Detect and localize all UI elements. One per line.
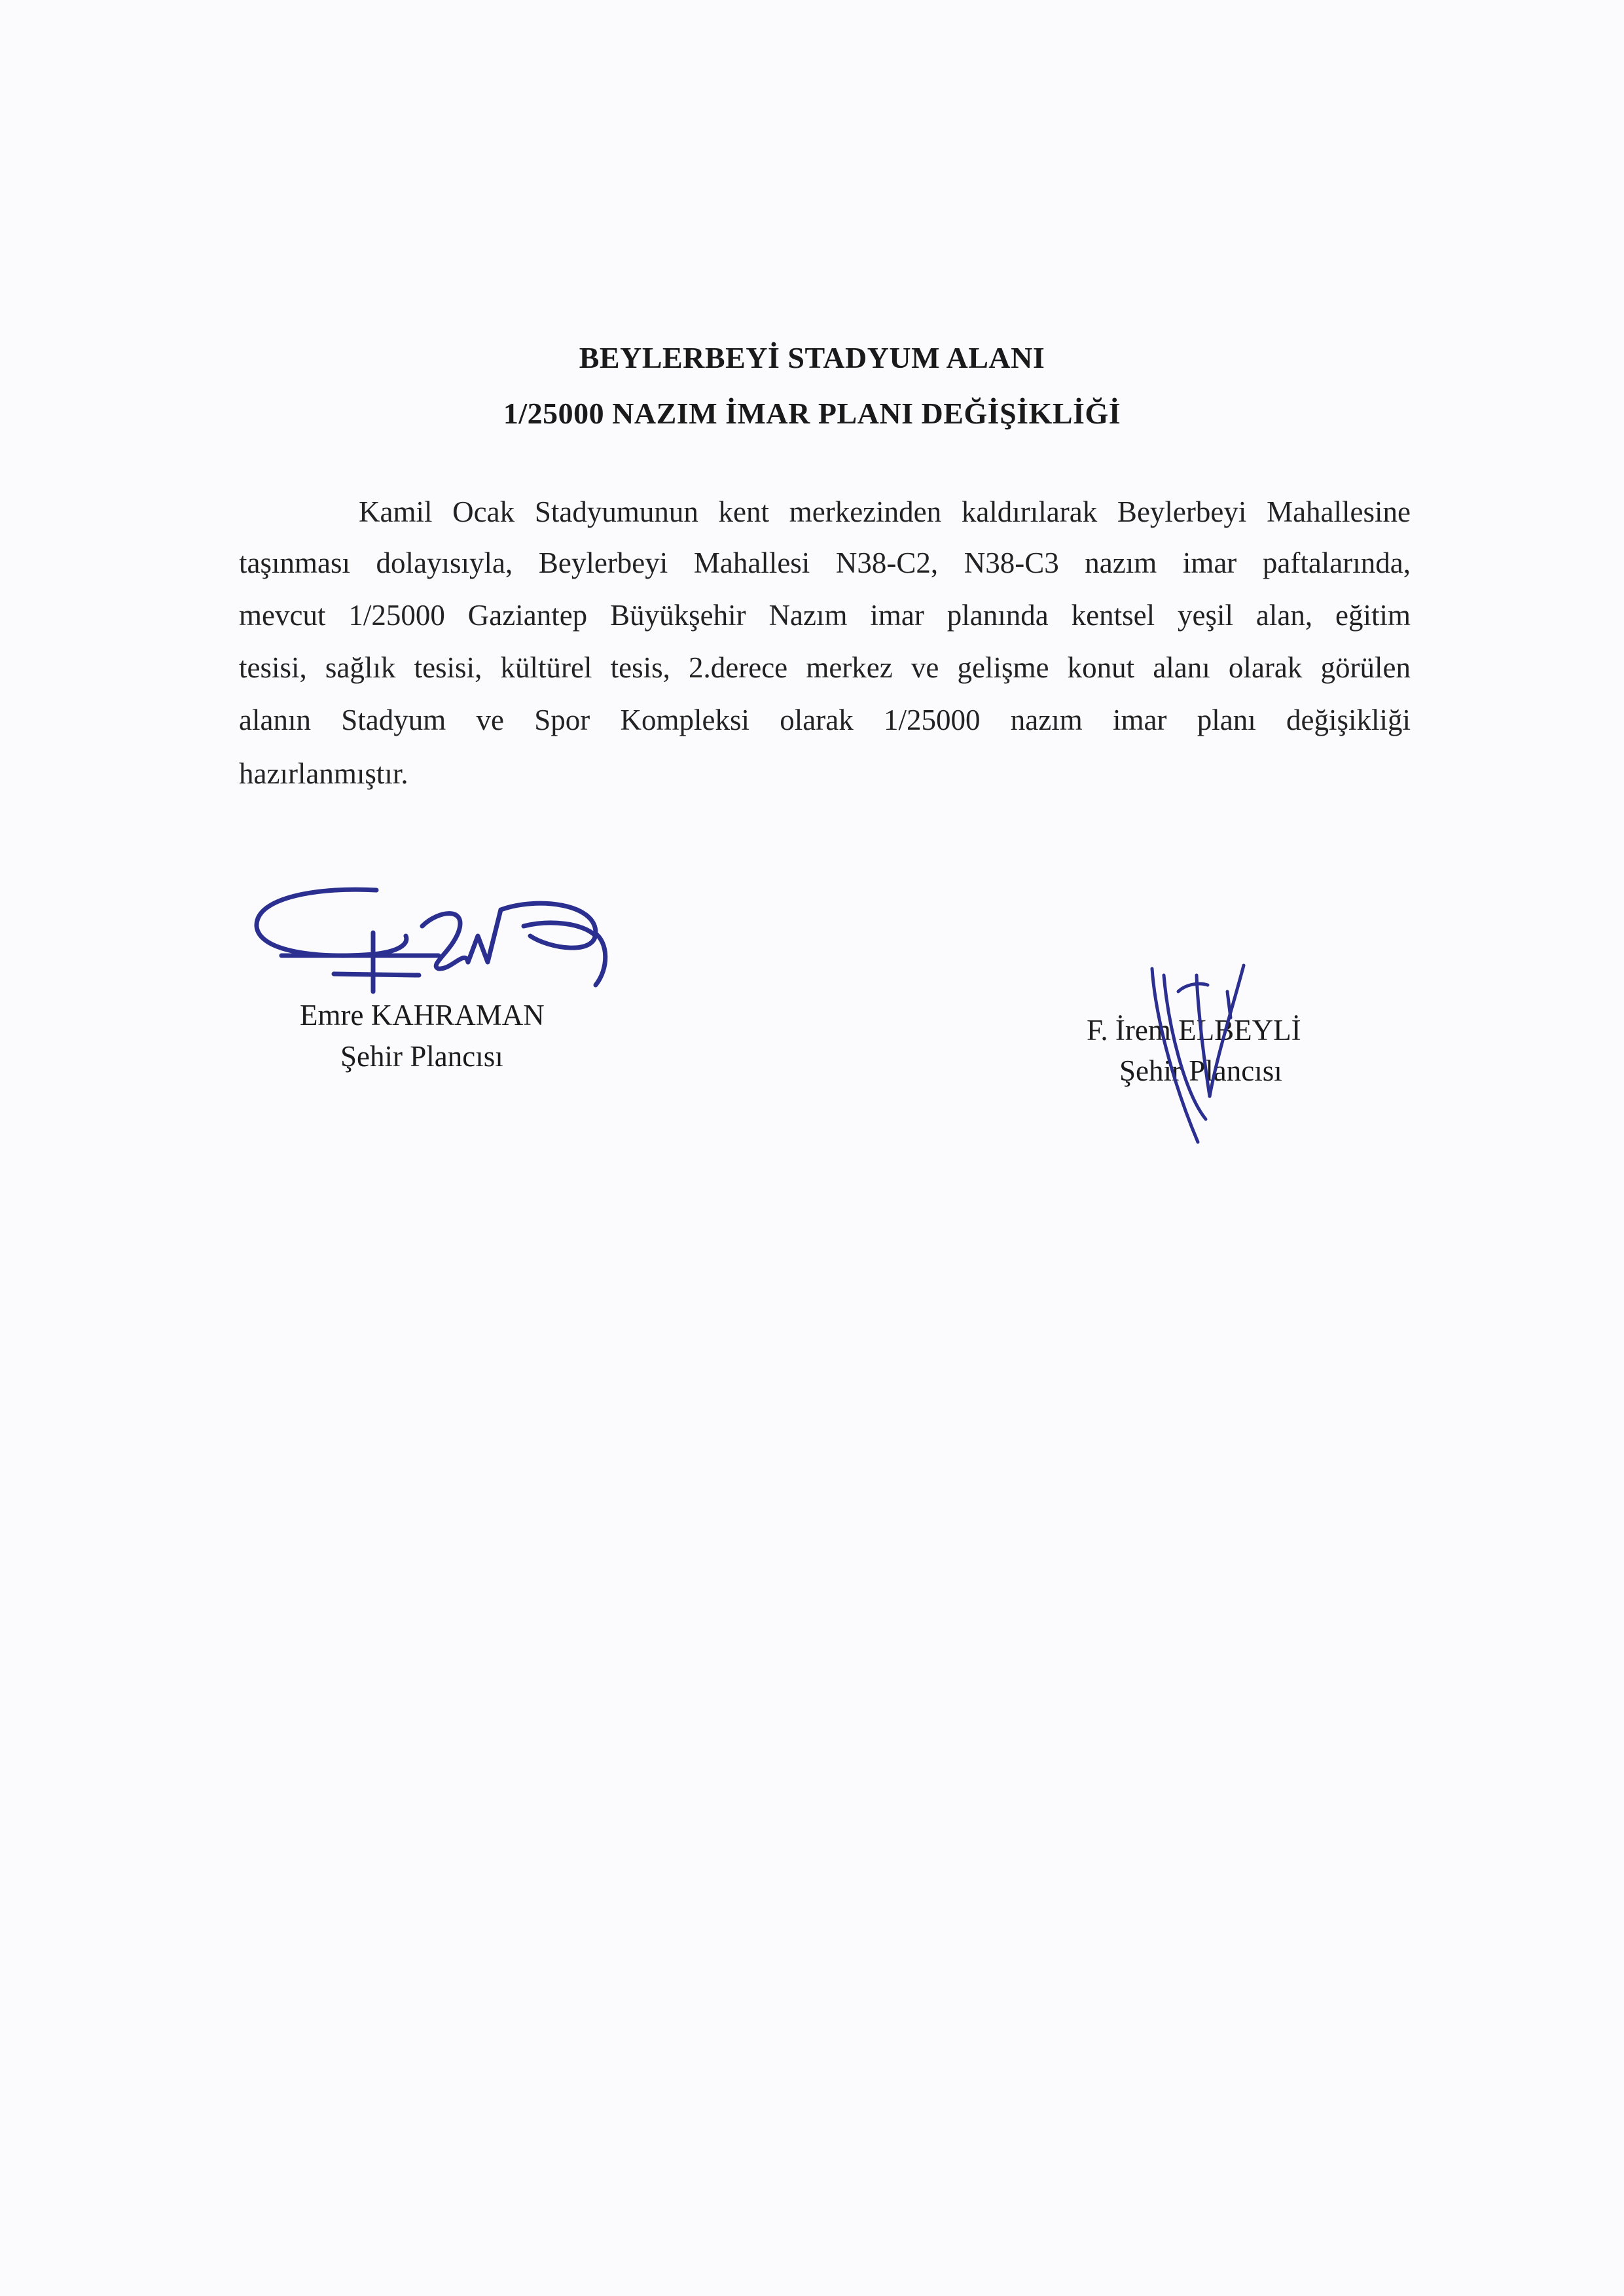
handwritten-signature-left (242, 870, 635, 1014)
paragraph-line-2: taşınması dolayısıyla, Beylerbeyi Mahallesi N38-C2, N38-C3 nazım imar paftalarında, (239, 547, 1411, 579)
signatory-name-left: Emre KAHRAMAN (300, 999, 545, 1031)
signatory-role-right: Şehir Plancısı (1119, 1054, 1282, 1087)
paragraph-line-1: Kamil Ocak Stadyumunun kent merkezinden kaldırılarak Beylerbeyi Mahallesine (359, 495, 1411, 528)
paragraph-line-5: alanın Stadyum ve Spor Kompleksi olarak 1/25000 nazım imar planı değişikliği (239, 704, 1411, 736)
paragraph-line-3: mevcut 1/25000 Gaziantep Büyükşehir Nazım imar planında kentsel yeşil alan, eğitim (239, 599, 1411, 632)
handwritten-signature-right (1132, 956, 1276, 1152)
document-title-line-1: BEYLERBEYİ STADYUM ALANI (579, 341, 1045, 374)
signatory-role-left: Şehir Plancısı (340, 1040, 503, 1073)
paragraph-line-6: hazırlanmıştır. (239, 757, 408, 790)
paragraph-line-4: tesisi, sağlık tesisi, kültürel tesis, 2.derece merkez ve gelişme konut alanı olarak görülen (239, 651, 1411, 684)
document-title-line-2: 1/25000 NAZIM İMAR PLANI DEĞİŞİKLİĞİ (503, 397, 1121, 430)
signatory-name-right: F. İrem ELBEYLİ (1087, 1014, 1301, 1047)
